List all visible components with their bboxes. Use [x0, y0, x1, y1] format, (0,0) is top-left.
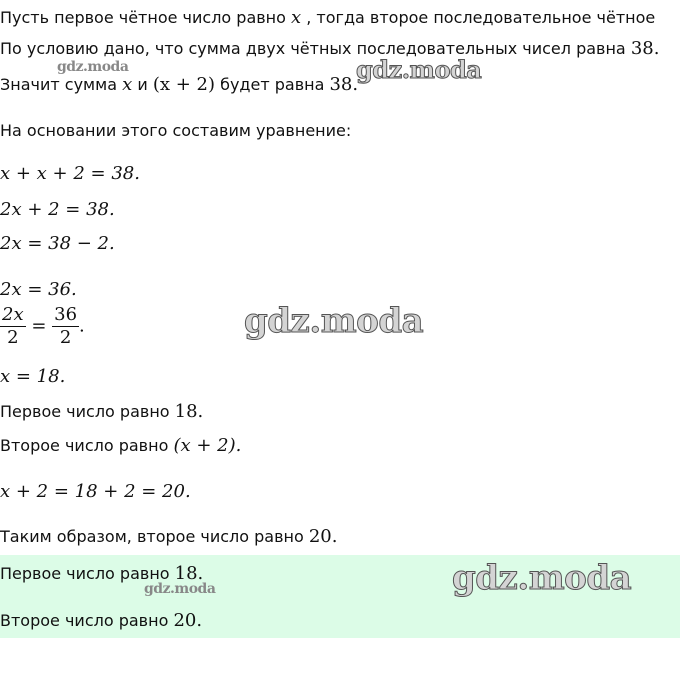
fraction-equation: [0, 304, 85, 349]
sum-text: Значит сумма: [0, 75, 123, 94]
sum-value: 38.: [329, 74, 359, 95]
sum-text-2: будет равна: [215, 75, 330, 94]
conclusion-text: Таким образом, второе число равно: [0, 527, 309, 546]
intro-line-2: [0, 38, 659, 60]
equation-3: 2x = 38 − 2.: [0, 233, 115, 254]
watermark: gdz.moda: [452, 558, 632, 598]
conjunction: и: [132, 75, 153, 94]
sum-value: 38.: [630, 38, 660, 59]
fraction-left: [0, 304, 26, 349]
watermark: gdz.moda: [356, 55, 482, 84]
answer-first-text: Первое число равно: [0, 564, 175, 583]
result-second: [0, 435, 241, 457]
fraction-right-denominator: 2: [59, 327, 72, 348]
result-first-value: 18.: [174, 401, 204, 422]
equation-solution: x = 18.: [0, 366, 66, 387]
equals-sign: =: [25, 315, 53, 337]
intro-text: Пусть первое чётное число равно: [0, 8, 292, 27]
intro-text-tail: , тогда второе последовательное чётное: [301, 8, 656, 27]
answer-second-value: 20.: [173, 610, 203, 631]
variable-x: x: [291, 7, 302, 28]
period: .: [79, 315, 85, 337]
watermark: gdz.moda: [57, 59, 129, 75]
fraction-left-numerator: 2x: [2, 304, 24, 325]
equation-4: 2x = 36.: [0, 279, 77, 300]
equation-final: x + 2 = 18 + 2 = 20.: [0, 481, 191, 502]
equation-1: x + x + 2 = 38.: [0, 163, 140, 184]
condition-text: По условию дано, что сумма двух чётных последовательных чисел равна: [0, 39, 631, 58]
fraction-right-numerator: 36: [54, 304, 78, 325]
variable-x: x: [122, 74, 133, 95]
intro-line-1: [0, 7, 655, 29]
conclusion-value: 20.: [308, 526, 338, 547]
result-first-text: Первое число равно: [0, 402, 175, 421]
conclusion: [0, 526, 337, 548]
watermark: gdz.moda: [144, 581, 216, 597]
answer-first-value: 18.: [174, 563, 204, 584]
fraction-right: [52, 304, 79, 349]
intro-line-3: [0, 74, 358, 96]
answer-second-text: Второе число равно: [0, 611, 174, 630]
equation-2: 2x + 2 = 38.: [0, 199, 115, 220]
equation-intro: На основании этого составим уравнение:: [0, 121, 352, 140]
answer-second: [0, 610, 202, 632]
result-second-expression: (x + 2).: [173, 435, 242, 456]
watermark: gdz.moda: [244, 301, 424, 341]
fraction-left-denominator: 2: [7, 327, 19, 348]
result-first: [0, 401, 203, 423]
result-second-text: Второе число равно: [0, 436, 174, 455]
expression-x-plus-2: (x + 2): [152, 74, 215, 95]
